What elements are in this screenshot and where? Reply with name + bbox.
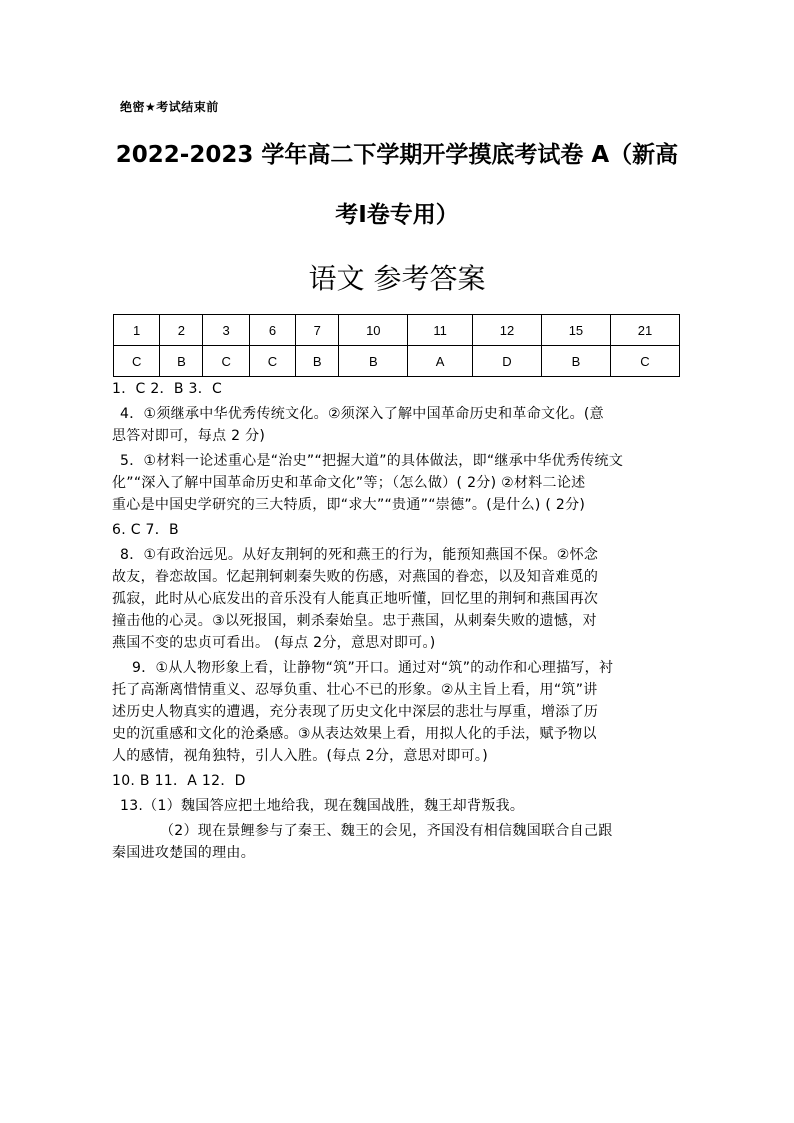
- answer-line-q6-7: 6. C 7．B: [112, 522, 179, 538]
- answer-line-q13-cont: 秦国进攻楚国的理由。: [112, 845, 255, 861]
- answer-line-q9-cont: 托了高渐离惜情重义、忍辱负重、壮心不已的形象。②从主旨上看，用“筑”讲: [112, 682, 598, 698]
- question-number-cell: 1: [114, 315, 160, 346]
- question-number-cell: 3: [203, 315, 249, 346]
- answer-line-q9: 9．①从人物形象上看，让静物“筑”开口。通过对“筑”的动作和心理描写，衬: [132, 660, 614, 676]
- exam-title-line2: 考Ⅰ卷专用）: [335, 202, 459, 228]
- question-number-cell: 15: [541, 315, 610, 346]
- answer-line-q8-cont: 燕国不变的忠贞可看出。 (每点 2分，意思对即可。): [112, 635, 436, 651]
- answer-line-q8-cont: 故友，眷恋故国。忆起荆轲刺秦失败的伤感，对燕国的眷恋，以及知音难觅的: [112, 569, 599, 585]
- answer-line-q9-cont: 述历史人物真实的遭遇，充分表现了历史文化中深层的悲壮与厚重，增添了历: [112, 704, 599, 720]
- subject-heading: 语文 参考答案: [308, 262, 486, 295]
- answer-line-q8-cont: 撞击他的心灵。③以死报国，刺杀秦始皇。忠于燕国，从刺秦失败的遗憾，对: [112, 613, 597, 629]
- answer-cell: B: [339, 346, 408, 377]
- answer-cell: C: [610, 346, 679, 377]
- answer-line-q4-cont: 思答对即可，每点 2 分): [112, 428, 266, 444]
- answer-cell: B: [160, 346, 203, 377]
- answer-line-q9-cont: 人的感情，视角独特，引人入胜。(每点 2分，意思对即可。): [112, 748, 488, 764]
- answer-cell: B: [296, 346, 339, 377]
- answer-line-q8-cont: 孤寂，此时从心底发出的音乐没有人能真正地听懂，回忆里的荆轲和燕国再次: [112, 591, 599, 607]
- question-number-cell: 12: [472, 315, 541, 346]
- answer-cell: A: [408, 346, 473, 377]
- question-number-cell: 2: [160, 315, 203, 346]
- answer-cell: D: [472, 346, 541, 377]
- answer-cell: C: [249, 346, 295, 377]
- question-number-cell: 21: [610, 315, 679, 346]
- answer-line-q8: 8．①有政治远见。从好友荆轲的死和燕王的行为，能预知燕国不保。②怀念: [120, 547, 599, 563]
- question-number-cell: 7: [296, 315, 339, 346]
- answer-body: [112, 378, 680, 864]
- question-number-cell: 6: [249, 315, 295, 346]
- answer-table: [113, 314, 680, 377]
- answer-cell: B: [541, 346, 610, 377]
- answer-line-q4: 4．①须继承中华优秀传统文化。②须深入了解中国革命历史和革命文化。(意: [120, 406, 604, 422]
- answer-line-q5-cont: 重心是中国史学研究的三大特质，即“求大”“贵通”“崇德”。(是什么) ( 2分): [112, 497, 586, 513]
- answer-line-q13-part2: （2）现在景鲤参与了秦王、魏王的会见，齐国没有相信魏国联合自己跟: [160, 823, 613, 839]
- confidential-mark: 绝密★考试结束前: [120, 100, 219, 114]
- answer-line-q9-cont: 史的沉重感和文化的沧桑感。③从表达效果上看，用拟人化的手法，赋予物以: [112, 726, 597, 742]
- answer-line-q13: 13.（1）魏国答应把土地给我，现在魏国战胜，魏王却背叛我。: [120, 798, 525, 814]
- answer-cell: C: [203, 346, 249, 377]
- question-number-cell: 11: [408, 315, 473, 346]
- answer-row: [114, 346, 680, 377]
- question-number-row: [114, 315, 680, 346]
- exam-title-line1: 2022-2023 学年高二下学期开学摸底考试卷 A（新高: [115, 142, 679, 168]
- question-number-cell: 10: [339, 315, 408, 346]
- answer-cell: C: [114, 346, 160, 377]
- answer-line-q1-3: 1．C 2．B 3．C: [112, 381, 223, 397]
- answer-line-q10-12: 10. B 11．A 12．D: [112, 773, 246, 789]
- answer-line-q5: 5．①材料一论述重心是“治史”“把握大道”的具体做法，即“继承中华优秀传统文: [120, 453, 624, 469]
- answer-line-q5-cont: 化”“深入了解中国革命历史和革命文化”等；（怎么做）( 2分) ②材料二论述: [112, 475, 586, 491]
